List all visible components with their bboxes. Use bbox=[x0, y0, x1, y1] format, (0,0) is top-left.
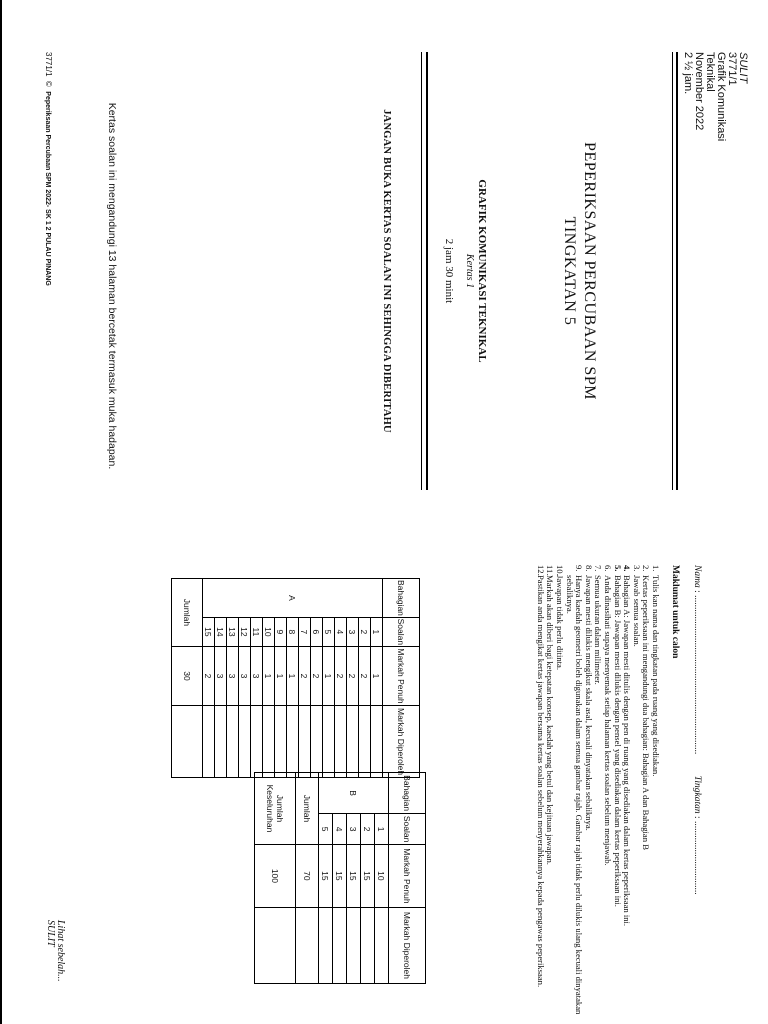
header-subject: Grafik Komunikasi bbox=[715, 52, 727, 142]
form-field[interactable]: : ............................... bbox=[692, 815, 702, 895]
instruction-item: 3. Jawab semua soalan. bbox=[631, 565, 642, 647]
col-header: Soalan bbox=[383, 617, 420, 646]
top-rule bbox=[676, 52, 678, 490]
score-cell[interactable] bbox=[375, 907, 389, 983]
instruction-item: 6. Anda dinasihati supaya menyemak setiap halaman kertas soalan sebelum menjawab. bbox=[603, 565, 614, 866]
form-label: Tingkatan bbox=[692, 775, 702, 814]
grand-total-value: 100 bbox=[255, 844, 296, 907]
table-row: 9 1 bbox=[275, 579, 287, 778]
score-cell[interactable] bbox=[239, 706, 251, 778]
header-classification: SULIT bbox=[737, 52, 749, 84]
score-cell[interactable] bbox=[287, 706, 299, 778]
info-heading: Maklumat untuk calon bbox=[670, 565, 680, 659]
marks-table-a bbox=[171, 578, 420, 778]
score-cell[interactable] bbox=[296, 907, 319, 983]
total-value: 70 bbox=[296, 844, 319, 907]
do-not-open-warning: JANGAN BUKA KERTAS SOALAN INI SEHINGGA DIBERITAHU bbox=[381, 109, 392, 433]
score-cell[interactable] bbox=[227, 706, 239, 778]
grand-total-row bbox=[255, 773, 296, 984]
score-cell[interactable] bbox=[263, 706, 275, 778]
table-row: 4 15 bbox=[333, 773, 347, 984]
score-cell[interactable] bbox=[323, 706, 335, 778]
candidate-lines bbox=[692, 565, 702, 895]
instruction-list bbox=[535, 565, 660, 1015]
score-cell[interactable] bbox=[319, 907, 333, 983]
table-row: 6 2 bbox=[311, 579, 323, 778]
score-cell[interactable] bbox=[359, 706, 371, 778]
score-cell[interactable] bbox=[333, 907, 347, 983]
instruction-item: 12. Pastikan anda mengikat kertas jawapan bersama kertas soalan sebelum menyerahkannya kepada pengawas peperiksaan. bbox=[535, 565, 546, 988]
footer-paper-code: 3771/1 bbox=[44, 52, 53, 77]
table-row: 8 1 bbox=[287, 579, 299, 778]
score-cell[interactable] bbox=[347, 907, 361, 983]
table-row: A 1 1 bbox=[371, 579, 383, 778]
instruction-item: 10. Jawapan tidak perlu ditinta. bbox=[555, 565, 566, 670]
table-row: 13 3 bbox=[227, 579, 239, 778]
table-row: 3 2 bbox=[347, 579, 359, 778]
paper-duration: 2 jam 30 minit bbox=[443, 238, 455, 304]
header-block bbox=[682, 52, 748, 141]
copyright-icon: © bbox=[44, 80, 53, 87]
pages-note: Kertas soalan ini mengandungi 13 halaman bercetak termasuk muka hadapan. bbox=[106, 102, 118, 470]
instruction-item: 2. Kertas peperiksaan ini mengandungi dua bahagian: Bahagian A dan Bahagian B bbox=[641, 565, 652, 850]
instruction-item: 1. Tulis kan nama dan tingkatan pada ruang yang disediakan. bbox=[651, 565, 661, 777]
score-cell[interactable] bbox=[361, 907, 375, 983]
score-cell[interactable] bbox=[347, 706, 359, 778]
instruction-item: 11. Markah akan diberi bagi ketepatan konsep, kaedah yang betul dan kejituan jawapan. bbox=[545, 565, 556, 865]
total-value: 30 bbox=[172, 646, 203, 705]
table-row: 15 2 bbox=[203, 579, 215, 778]
total-label: Jumlah bbox=[172, 579, 203, 647]
table-row: 12 3 bbox=[239, 579, 251, 778]
instruction-item: 9. Hanya kaedah geometri boleh digunakan dalam semua gambar rajah. Gambar rajah tidak perlu dilukis ulang kecuali dinyatakan sebaliknya. bbox=[564, 565, 585, 1015]
instruction-item: 8. Jawapan mesti dilukis mengikut skala asal, kecuali dinyatakan sebaliknya. bbox=[583, 565, 594, 831]
table-row: 14 3 bbox=[215, 579, 227, 778]
header-date: November 2022 bbox=[693, 52, 705, 131]
paper-number: Kertas 1 bbox=[464, 253, 475, 289]
footer-publisher: Peperiksaan Percubaan SPM 2022- SK 1 2 PULAU PINANG bbox=[44, 91, 51, 286]
table-row: 4 2 bbox=[335, 579, 347, 778]
score-cell[interactable] bbox=[275, 706, 287, 778]
marks-table-b bbox=[254, 772, 426, 984]
top-rule-thin bbox=[672, 52, 673, 490]
grand-total-label: Jumlah Keseluruhan bbox=[255, 773, 296, 845]
header-code: 3771/1 bbox=[726, 52, 738, 86]
total-label: Jumlah bbox=[296, 773, 319, 845]
name-field[interactable]: : ................................................................... bbox=[692, 590, 702, 755]
bottom-rule-thin bbox=[421, 52, 422, 490]
footer-code bbox=[44, 52, 53, 286]
section-cell: B bbox=[319, 773, 389, 814]
header-duration: 2 ½ jam. bbox=[682, 52, 694, 95]
table-row: 11 3 bbox=[251, 579, 263, 778]
col-header: Soalan bbox=[389, 814, 426, 845]
section-cell: A bbox=[203, 579, 383, 618]
col-header: Markah Penuh bbox=[389, 844, 426, 907]
bottom-rule bbox=[426, 52, 428, 490]
score-cell[interactable] bbox=[371, 706, 383, 778]
instruction-item: 4. Bahagian A: Jawapan mesti ditulis dengan pen di ruang yang disediakan dalam kertas peperiksaan ini. bbox=[622, 565, 633, 927]
score-cell[interactable] bbox=[203, 706, 215, 778]
instruction-item: 5. Bahagian B: Jawapan mesti dilukis dengan pensel yang disediakan dalam kertas peperiksaan ini. bbox=[612, 565, 623, 907]
col-header: Bahagian bbox=[389, 773, 426, 814]
score-cell[interactable] bbox=[255, 907, 296, 983]
score-cell[interactable] bbox=[311, 706, 323, 778]
col-header: Markah Penuh bbox=[383, 646, 420, 705]
score-cell[interactable] bbox=[335, 706, 347, 778]
table-row: 2 15 bbox=[361, 773, 375, 984]
score-cell[interactable] bbox=[215, 706, 227, 778]
col-header: Markah Diperoleh bbox=[383, 706, 420, 778]
score-cell[interactable] bbox=[172, 706, 203, 778]
table-row: 10 1 bbox=[263, 579, 275, 778]
header-subject-2: Teknikal bbox=[704, 52, 716, 92]
exam-form: TINGKATAN 5 bbox=[561, 216, 578, 326]
col-header: Bahagian bbox=[383, 579, 420, 618]
table-row: 5 15 bbox=[319, 773, 333, 984]
total-row bbox=[296, 773, 319, 984]
score-cell[interactable] bbox=[299, 706, 311, 778]
table-row: 7 2 bbox=[299, 579, 311, 778]
total-row bbox=[172, 579, 203, 778]
table-row: 3 15 bbox=[347, 773, 361, 984]
col-header: Markah Diperoleh bbox=[389, 907, 426, 983]
footer-classification: SULIT bbox=[45, 920, 56, 947]
see-next-page: Lihat sebelah... bbox=[55, 920, 66, 982]
instruction-item: 7. Semua ukuran dalam milimeter. bbox=[593, 565, 604, 685]
table-row: 5 1 bbox=[323, 579, 335, 778]
table-row: 2 2 bbox=[359, 579, 371, 778]
paper-subject: GRAFIK KOMUNIKASI TEKNIKAL bbox=[476, 179, 488, 363]
score-cell[interactable] bbox=[251, 706, 263, 778]
table-row: B 1 10 bbox=[375, 773, 389, 984]
exam-title: PEPERIKSAAN PERCUBAAN SPM bbox=[581, 142, 598, 400]
name-label: Nama bbox=[692, 565, 702, 588]
